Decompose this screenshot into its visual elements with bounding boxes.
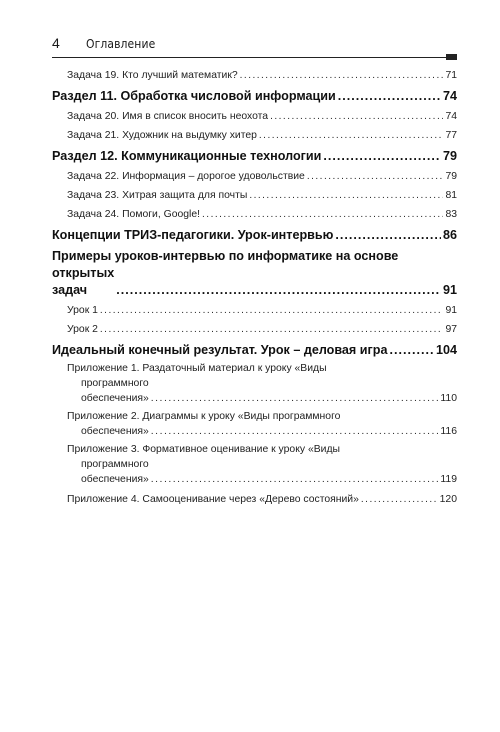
toc-section-title-line2: открытых задач [52,266,115,297]
toc-entry[interactable] [52,126,457,145]
toc-section-page: 74 [442,89,457,103]
toc-entry-page: 119 [440,474,457,485]
toc-entry[interactable] [52,186,457,205]
dot-leader [240,66,444,85]
toc-entry-title-line1: Приложение 1. Раздаточный материал к уроку «Виды [67,363,327,374]
header-rule-tab [446,54,457,60]
toc-section-page: 91 [442,283,457,297]
toc-section-title: Идеальный конечный результат. Урок – деловая игра [52,343,388,357]
toc-entry-page: 91 [445,305,457,316]
table-of-contents [52,66,457,509]
toc-entry[interactable] [52,107,457,126]
toc-entry-title: Задача 21. Художник на выдумку хитер [67,130,257,141]
toc-entry-title-line2: программного обеспечения» [81,378,149,404]
dot-leader [100,320,444,339]
dot-leader [323,145,441,167]
toc-entry-title: Задача 23. Хитрая защита для почты [67,190,248,201]
toc-entry-title: Задача 20. Имя в список вносить неохота [67,111,269,122]
dot-leader [389,339,434,361]
toc-entry[interactable] [52,301,457,320]
running-title: Оглавление [86,37,156,51]
dot-leader [151,424,439,439]
dot-leader [338,85,441,107]
toc-entry-title: Задача 24. Помоги, Google! [67,209,201,220]
toc-section-title-line1: Примеры уроков-интервью по информатике на основе [52,249,399,263]
toc-section-title: Раздел 12. Коммуникационные технологии [52,149,322,163]
page-header [52,35,457,55]
toc-entry[interactable] [52,490,457,509]
toc-section[interactable] [52,224,457,246]
toc-entry-page: 110 [440,393,457,404]
toc-section[interactable] [52,248,457,299]
dot-leader [270,107,443,126]
toc-section[interactable] [52,339,457,361]
toc-entry[interactable] [52,167,457,186]
toc-entry-page: 71 [445,70,457,81]
toc-entry-page: 120 [439,494,457,505]
toc-section-title: Концепции ТРИЗ-педагогики. Урок-интервью [52,228,334,242]
dot-leader [307,167,444,186]
toc-section-title: Раздел 11. Обработка числовой информации [52,89,336,103]
toc-section-page: 104 [435,343,457,357]
dot-leader [100,301,444,320]
toc-entry-page: 77 [445,130,457,141]
toc-entry-title: Приложение 4. Самооценивание через «Дерево состояний» [67,494,359,505]
toc-entry-page: 116 [440,426,457,437]
dot-leader [151,391,439,406]
toc-section[interactable] [52,85,457,107]
toc-entry-title-line1: Приложение 2. Диаграммы к уроку «Виды программного [67,411,341,422]
page-number: 4 [52,35,60,51]
toc-entry[interactable] [52,361,457,406]
toc-entry-title: Задача 22. Информация – дорогое удовольствие [67,171,305,182]
toc-entry-page: 97 [445,324,457,335]
dot-leader [116,282,441,299]
dot-leader [202,205,443,224]
toc-entry[interactable] [52,442,457,487]
toc-entry-page: 83 [445,209,457,220]
toc-entry[interactable] [52,205,457,224]
toc-entry[interactable] [52,320,457,339]
toc-entry-title: Задача 19. Кто лучший математик? [67,70,238,81]
toc-entry-title-line1: Приложение 3. Формативное оценивание к уроку «Виды [67,444,340,455]
toc-entry-page: 81 [445,190,457,201]
toc-entry-title-line2: обеспечения» [81,426,149,437]
toc-entry[interactable] [52,409,457,439]
toc-entry-page: 74 [445,111,457,122]
toc-entry-title: Урок 2 [67,324,98,335]
dot-leader [335,224,441,246]
toc-section-page: 79 [442,149,457,163]
dot-leader [249,186,443,205]
toc-entry-page: 79 [445,171,457,182]
dot-leader [259,126,444,145]
toc-section[interactable] [52,145,457,167]
toc-section-page: 86 [442,228,457,242]
toc-entry-title: Урок 1 [67,305,98,316]
toc-entry-title-line2: программного обеспечения» [81,459,149,485]
toc-entry[interactable] [52,66,457,85]
dot-leader [151,472,439,487]
dot-leader [361,490,438,509]
header-rule [52,57,457,58]
